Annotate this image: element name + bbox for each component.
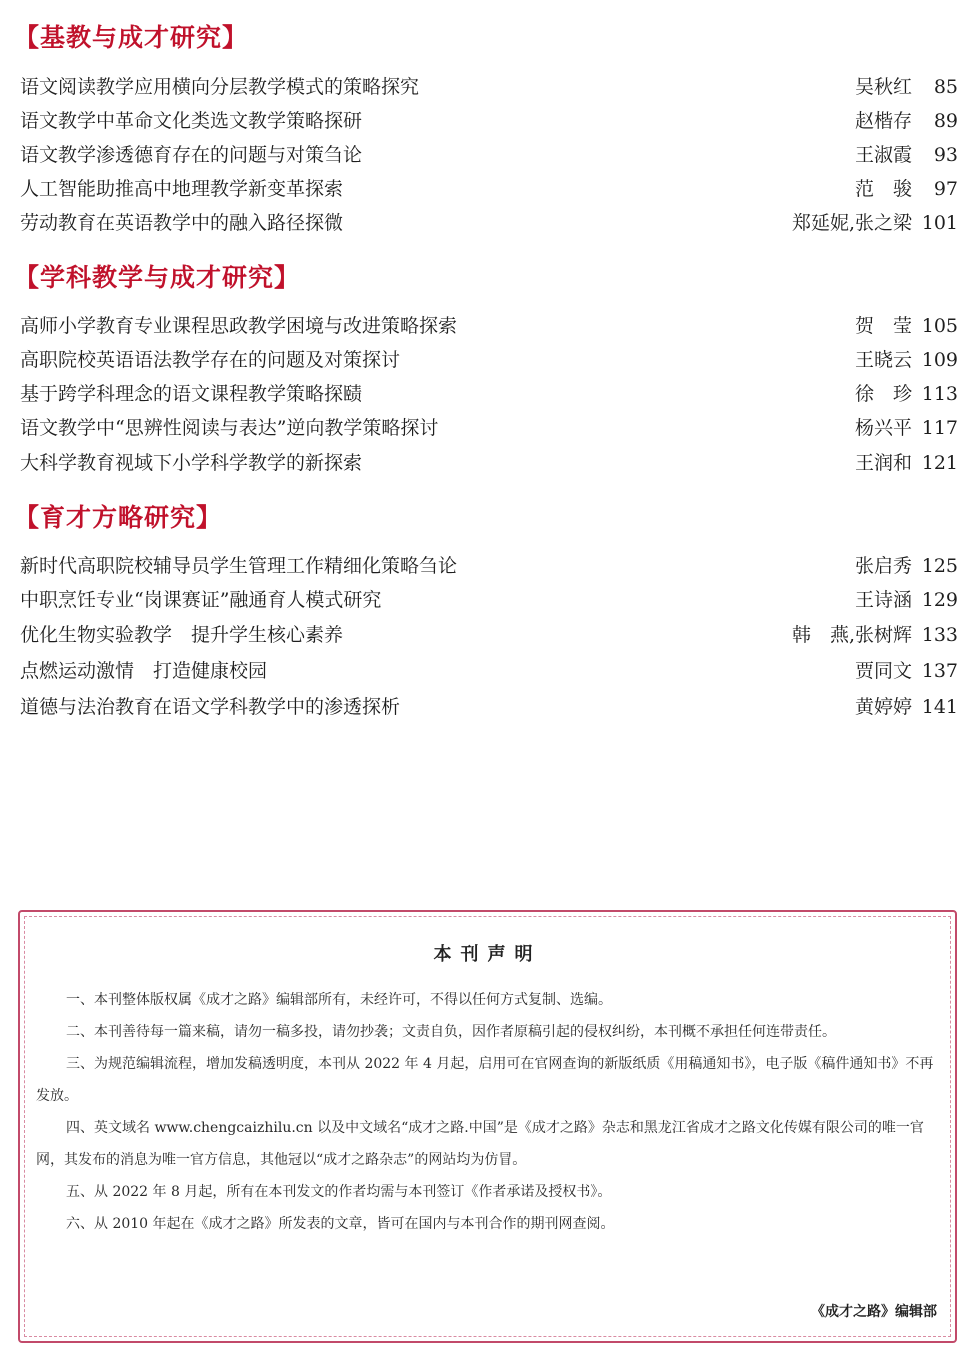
page-number: 121 — [921, 452, 958, 474]
page-number: 109 — [921, 349, 958, 371]
toc-entry[interactable] — [20, 692, 958, 722]
article-author: 贺 莹 — [854, 315, 912, 337]
toc-entry[interactable] — [20, 311, 958, 341]
article-author: 郑延妮,张之梁 — [791, 212, 912, 234]
page-number: 101 — [921, 212, 958, 234]
article-title: 道德与法治教育在语文学科教学中的渗透探析 — [20, 696, 401, 718]
page-number: 129 — [921, 589, 958, 611]
article-author: 韩 燕,张树辉 — [791, 624, 912, 646]
toc-entry[interactable] — [20, 379, 958, 409]
article-title: 基于跨学科理念的语文课程教学策略探赜 — [20, 383, 363, 405]
section-title: 【基教与成才研究】 — [14, 23, 249, 52]
toc-entry[interactable] — [20, 656, 958, 686]
article-title: 语文阅读教学应用横向分层教学模式的策略探究 — [20, 76, 420, 98]
article-title: 大科学教育视域下小学科学教学的新探索 — [20, 452, 363, 474]
notice-item: 四、英文域名 www.chengcaizhilu.cn 以及中文域名“成才之路.中国”是《成才之路》杂志和黑龙江省成才之路文化传媒有限公司的唯一官网，其发布的消息为唯一官方信息，其他冠以“成才之路杂志”的网站均为仿冒。 — [36, 1120, 924, 1168]
article-author: 吴秋红 — [854, 76, 912, 98]
article-title: 语文教学中革命文化类选文教学策略探研 — [20, 110, 363, 132]
article-author: 王诗涵 — [854, 589, 912, 611]
page-number: 141 — [921, 696, 958, 718]
page-number: 125 — [921, 555, 958, 577]
article-title: 中职烹饪专业“岗课赛证”融通育人模式研究 — [20, 589, 382, 611]
page-number: 85 — [933, 76, 958, 98]
article-title: 劳动教育在英语教学中的融入路径探微 — [20, 212, 344, 234]
toc-entry[interactable] — [20, 106, 958, 136]
article-author: 黄婷婷 — [854, 696, 912, 718]
toc-entry[interactable] — [20, 551, 958, 581]
section-title: 【学科教学与成才研究】 — [14, 263, 301, 292]
toc-entry[interactable] — [20, 585, 958, 615]
notice-item: 二、本刊善待每一篇来稿，请勿一稿多投，请勿抄袭；文责自负，因作者原稿引起的侵权纠纷，本刊概不承担任何连带责任。 — [66, 1024, 836, 1040]
article-title: 高职院校英语语法教学存在的问题及对策探讨 — [20, 349, 401, 371]
article-author: 贾同文 — [854, 660, 912, 682]
page-number: 113 — [921, 383, 958, 405]
article-title: 新时代高职院校辅导员学生管理工作精细化策略刍论 — [20, 555, 458, 577]
article-author: 张启秀 — [854, 555, 912, 577]
article-title: 语文教学渗透德育存在的问题与对策刍论 — [20, 144, 363, 166]
article-title: 优化生物实验教学 提升学生核心素养 — [20, 624, 344, 646]
toc-entry[interactable] — [20, 140, 958, 170]
notice-item: 三、为规范编辑流程，增加发稿透明度，本刊从 2022 年 4 月起，启用可在官网查询的新版纸质《用稿通知书》，电子版《稿件通知书》不再发放。 — [36, 1056, 934, 1104]
toc-entry[interactable] — [20, 345, 958, 375]
article-author: 徐 珍 — [854, 383, 912, 405]
toc-entry[interactable] — [20, 413, 958, 443]
section-title: 【育才方略研究】 — [14, 503, 223, 532]
notice-item: 一、本刊整体版权属《成才之路》编辑部所有，未经许可，不得以任何方式复制、选编。 — [66, 992, 612, 1008]
article-title: 语文教学中“思辨性阅读与表达”逆向教学策略探讨 — [20, 417, 439, 439]
article-author: 王晓云 — [854, 349, 912, 371]
toc-entry[interactable] — [20, 208, 958, 238]
article-author: 范 骏 — [854, 178, 912, 200]
toc-entry[interactable] — [20, 174, 958, 204]
notice-body — [36, 984, 941, 1240]
page-number: 137 — [921, 660, 958, 682]
notice-item: 五、从 2022 年 8 月起，所有在本刊发文的作者均需与本刊签订《作者承诺及授权书》。 — [66, 1184, 612, 1200]
article-title: 点燃运动激情 打造健康校园 — [20, 660, 268, 682]
toc-entry[interactable] — [20, 620, 958, 650]
article-author: 杨兴平 — [854, 417, 912, 439]
article-title: 高师小学教育专业课程思政教学困境与改进策略探索 — [20, 315, 458, 337]
page-number: 117 — [921, 417, 958, 439]
notice-signature: 《成才之路》编辑部 — [811, 1304, 937, 1320]
notice-item: 六、从 2010 年起在《成才之路》所发表的文章，皆可在国内与本刊合作的期刊网查阅。 — [66, 1216, 615, 1232]
article-author: 王润和 — [854, 452, 912, 474]
page-number: 133 — [921, 624, 958, 646]
article-author: 赵楷存 — [854, 110, 912, 132]
article-title: 人工智能助推高中地理教学新变革探索 — [20, 178, 344, 200]
page-number: 89 — [933, 110, 958, 132]
page-number: 93 — [933, 144, 958, 166]
journal-notice-box — [18, 910, 957, 1343]
toc-entry[interactable] — [20, 72, 958, 102]
page-number: 105 — [921, 315, 958, 337]
article-author: 王淑霞 — [854, 144, 912, 166]
toc-entry[interactable] — [20, 448, 958, 478]
page-number: 97 — [933, 178, 958, 200]
notice-title: 本刊声明 — [433, 944, 542, 965]
